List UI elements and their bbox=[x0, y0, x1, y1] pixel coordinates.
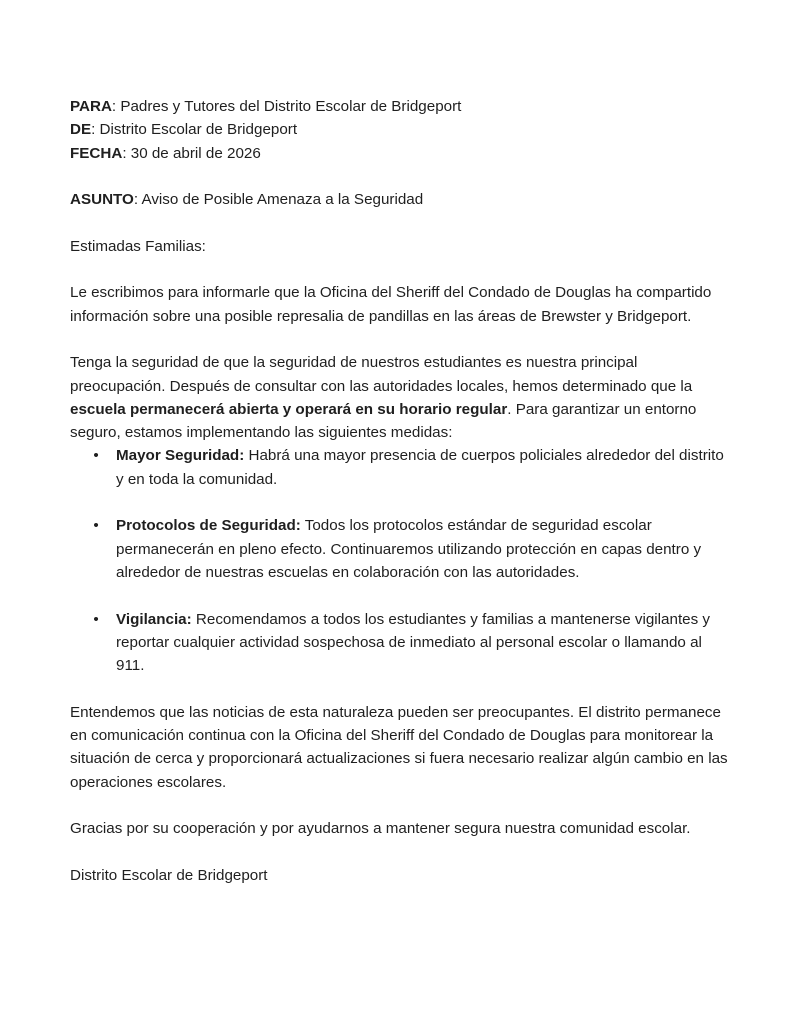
date-line bbox=[70, 142, 730, 165]
measure-title: Protocolos de Seguridad: bbox=[116, 517, 301, 535]
assurance-text-1: Tenga la seguridad de que la seguridad de nuestros estudiantes es nuestra principal preocupación. Después de consultar con las autoridades locales, hemos determinado que la bbox=[70, 354, 693, 395]
to-value: : Padres y Tutores del Distrito Escolar de Bridgeport bbox=[111, 98, 462, 115]
signature: Distrito Escolar de Bridgeport bbox=[70, 866, 268, 884]
thanks-paragraph: Gracias por su cooperación y por ayudarnos a mantener segura nuestra comunidad escolar. bbox=[70, 820, 691, 838]
list-spacer bbox=[70, 584, 730, 607]
measure-title: Vigilancia: bbox=[116, 610, 192, 628]
subject-line bbox=[70, 188, 730, 211]
to-line bbox=[70, 95, 730, 118]
from-label: DE bbox=[70, 121, 92, 139]
measure-text: Recomendamos a todos los estudiantes y familias a mantenerse vigilantes y reportar cualquier actividad sospechosa de inmediato al personal escolar o llamando al 911. bbox=[116, 610, 711, 675]
assurance-text-2: . Para garantizar un entorno seguro, estamos implementando las siguientes medidas: bbox=[70, 400, 697, 442]
letter-page bbox=[70, 95, 730, 887]
measure-text: Habrá una mayor presencia de cuerpos policiales alrededor del distrito y en toda la comunidad. bbox=[116, 447, 724, 488]
measure-text: Todos los protocolos estándar de seguridad escolar permanecerán en pleno efecto. Continuaremos utilizando protección en capas dentro y alrededor de nuestras escuelas en colaboración con las autoridades. bbox=[116, 517, 702, 581]
greeting: Estimadas Familias: bbox=[70, 237, 206, 255]
from-value: : Distrito Escolar de Bridgeport bbox=[91, 121, 298, 139]
subject-label: ASUNTO bbox=[70, 191, 134, 209]
from-line bbox=[70, 118, 730, 141]
date-value: : 30 de abril de 2026 bbox=[122, 144, 261, 162]
bullet-icon: • bbox=[93, 610, 99, 628]
to-label: PARA bbox=[70, 98, 112, 115]
measure-title: Mayor Seguridad: bbox=[116, 447, 245, 465]
list-spacer bbox=[70, 491, 730, 514]
bullet-icon: • bbox=[93, 447, 99, 465]
list-item-security bbox=[70, 444, 730, 491]
assurance-paragraph bbox=[70, 351, 730, 444]
list-item-vigilance bbox=[70, 608, 730, 678]
assurance-bold-text: escuela permanecerá abierta y operará en su horario regular bbox=[70, 400, 508, 418]
date-label: FECHA bbox=[70, 144, 123, 162]
intro-paragraph: Le escribimos para informarle que la Oficina del Sheriff del Condado de Douglas ha compartido información sobre una posible represalia de pandillas en las áreas de Brewster y Bridgeport. bbox=[70, 284, 712, 325]
measures-list bbox=[70, 444, 730, 677]
subject-value: : Aviso de Posible Amenaza a la Seguridad bbox=[133, 191, 424, 209]
list-item-protocols bbox=[70, 514, 730, 584]
closing-paragraph: Entendemos que las noticias de esta naturaleza pueden ser preocupantes. El distrito permanece en comunicación continua con la Oficina del Sheriff del Condado de Douglas para monitorear la situación de cerca y proporcionará actualizaciones si fuera necesario realizar algún cambio en las operaciones escolares. bbox=[70, 703, 728, 791]
bullet-icon: • bbox=[93, 517, 99, 535]
